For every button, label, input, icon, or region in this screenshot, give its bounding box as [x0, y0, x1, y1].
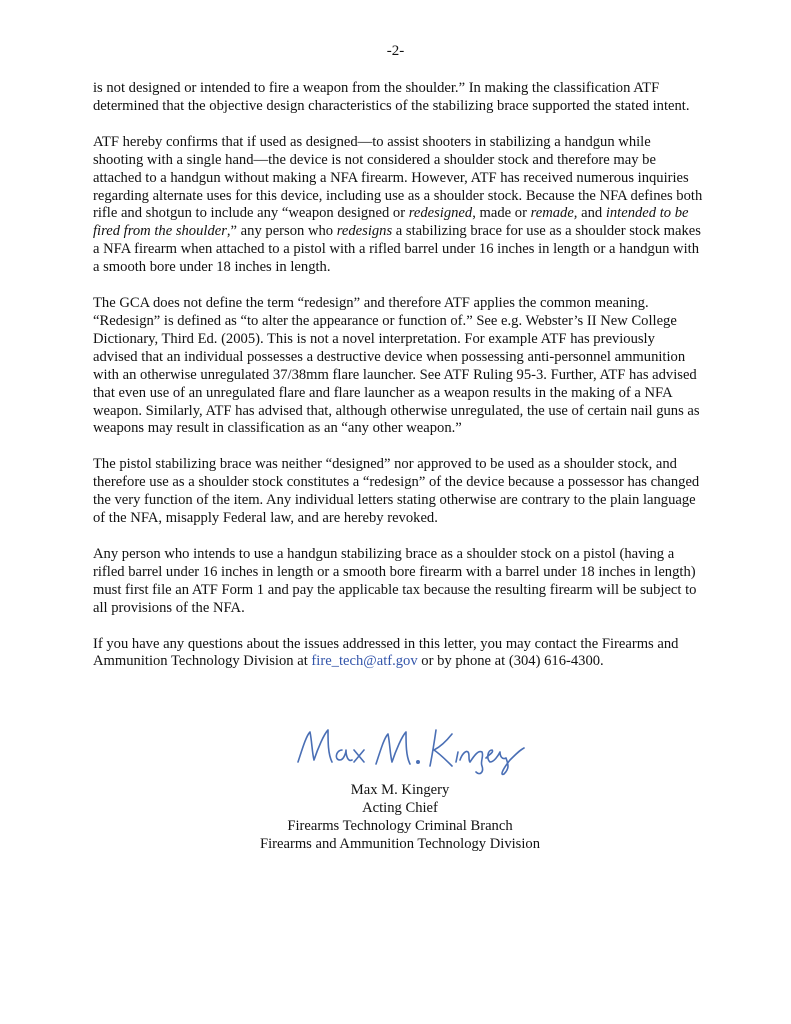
signature-stroke-k [430, 730, 452, 766]
paragraph-text: and [577, 205, 606, 222]
paragraph-text: is not designed or intended to fire a weapon from the shoulder.” In making the classification ATF determined that the objective design characteristics of the stabilizing brace supported the stated intent. [93, 80, 690, 114]
paragraph-text: ,” any person who [226, 223, 337, 240]
signer-branch: Firearms Technology Criminal Branch [287, 817, 513, 834]
italic-text: redesigns [336, 223, 393, 240]
paragraph-4 [93, 456, 703, 528]
signature-dot [417, 761, 419, 763]
paragraph-text: a stabilizing brace for use as a shoulder stock makes a NFA firearm when attached to a pistol with a rifled barrel under 16 inches in length or a handgun with a smooth bore under 18 inches in length. [93, 223, 701, 276]
signer-title: Acting Chief [362, 799, 438, 816]
handwritten-signature [288, 720, 528, 780]
paragraph-3 [93, 295, 703, 438]
contact-text-after: or by phone at (304) 616-4300. [417, 653, 604, 670]
signer-division: Firearms and Ammunition Technology Division [259, 835, 541, 852]
page-number: -2- [386, 43, 405, 59]
paragraph-2 [93, 134, 703, 277]
italic-text: remade, [530, 205, 578, 222]
paragraph-text: ATF hereby confirms that if used as designed—to assist shooters in stabilizing a handgun while shooting with a single hand—the device is not considered a shoulder stock and therefore may be attached to a handgun without making a NFA firearm. However, ATF has received numerous inquiries regarding alternate uses for this device, including use as a shoulder stock. Because the NFA defines both rifle and shotgun to include any “weapon designed or [93, 133, 703, 222]
paragraph-5 [93, 546, 703, 618]
italic-text: redesigned [408, 205, 473, 222]
paragraph-text: The pistol stabilizing brace was neither “designed” nor approved to be used as a shoulder stock, and therefore use as a shoulder stock constitutes a “redesign” of the device because a possessor has changed the very function of the item. Any individual letters stating otherwise are contrary to the plain language of the NFA, misapply Federal law, and are hereby revoked. [93, 456, 700, 527]
paragraph-1 [93, 80, 703, 116]
paragraph-text: , made or [472, 205, 531, 222]
paragraph-text: The GCA does not define the term “redesign” and therefore ATF applies the common meaning. “Redesign” is defined as “to alter the appearance or function of.” See e.g. Webster’s II New College Dictionary, Third Ed. (2005). This is not a novel interpretation. For example ATF has previously advised that an individual possesses a destructive device when possessing anti-personnel ammunition with an otherwise unregulated 37/38mm flare launcher. See ATF Ruling 95-3. Further, ATF has advised that even use of an unregulated flare and flare launcher as a weapon results in the making of a NFA weapon. Similarly, ATF has advised that, although otherwise unregulated, the use of certain nail guns as weapons may result in classification as an “any other weapon.” [93, 295, 700, 437]
contact-paragraph [93, 636, 703, 672]
signature-stroke-m1 [298, 730, 332, 762]
paragraph-text: Any person who intends to use a handgun stabilizing brace as a shoulder stock on a pistol (having a rifled barrel under 16 inches in length or a smooth bore firearm with a barrel under 18 inches in length) must first file an ATF Form 1 and pay the applicable tax because the resulting firearm will be subject to all provisions of the NFA. [93, 545, 697, 616]
email-link[interactable]: fire_tech@atf.gov [311, 653, 418, 670]
signer-name: Max M. Kingery [350, 782, 450, 798]
signature-stroke-ingery [456, 748, 524, 774]
italic-text: intended to be fired from the shoulder [93, 205, 689, 240]
letter-body [93, 80, 703, 689]
contact-text-before: If you have any questions about the issues addressed in this letter, you may contact the Firearms and Ammunition Technology Division at [93, 635, 679, 670]
signature-stroke-m2 [376, 732, 410, 764]
signature-block [240, 782, 560, 854]
signature-stroke-ax [336, 750, 364, 762]
